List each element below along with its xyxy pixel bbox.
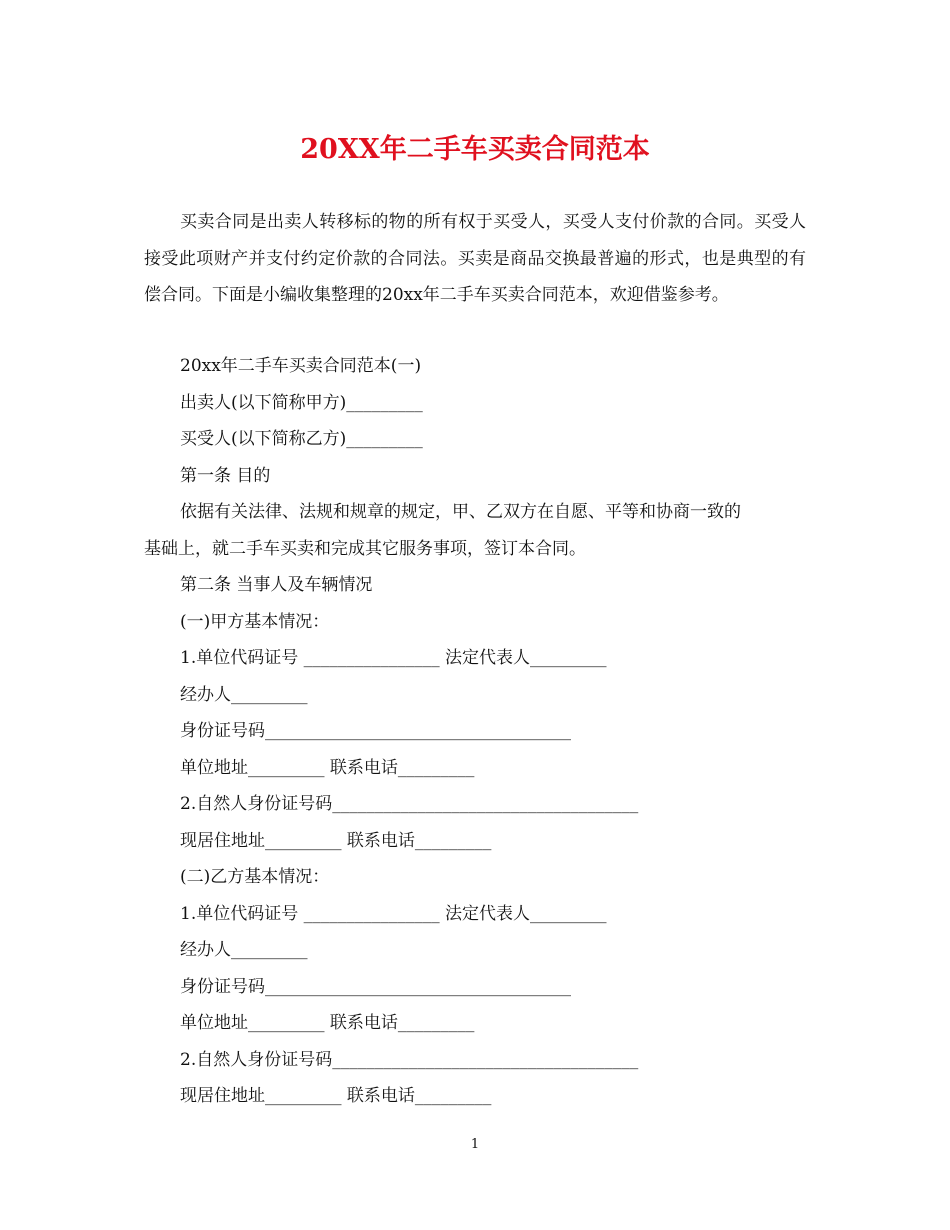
contract-body	[0, 348, 950, 1115]
article-one-text-line-2: 基础上，就二手车买卖和完成其它服务事项，签订本合同。	[144, 538, 586, 559]
party-a-id-line: 身份证号码____________________________________	[180, 721, 571, 741]
party-a-agent-line: 经办人_________	[180, 684, 308, 705]
party-b-org-code-line: 1.单位代码证号 ________________ 法定代表人_________	[180, 903, 607, 924]
buyer-line: 买受人(以下简称乙方)_________	[180, 429, 423, 449]
party-a-org-code-line: 1.单位代码证号 ________________ 法定代表人_________	[180, 648, 607, 668]
party-a-residence-line: 现居住地址_________ 联系电话_________	[180, 830, 492, 851]
section-heading-contract-one: 20xx年二手车买卖合同范本(一)	[180, 356, 422, 376]
article-one-text-line-1: 依据有关法律、法规和规章的规定，甲、乙双方在自愿、平等和协商一致的	[180, 502, 741, 522]
party-b-person-id-line: 2.自然人身份证号码____________________________________	[180, 1049, 639, 1070]
article-one-heading: 第一条 目的	[180, 465, 271, 486]
article-two-heading: 第二条 当事人及车辆情况	[180, 575, 373, 595]
party-b-id-line: 身份证号码____________________________________	[180, 976, 571, 997]
party-b-agent-line: 经办人_________	[180, 940, 308, 960]
intro-paragraph: 买卖合同是出卖人转移标的物的所有权于买受人，买受人支付价款的合同。买受人接受此项财产并支付约定价款的合同法。买卖是商品交换最普遍的形式，也是典型的有偿合同。下面是小编收集整理的20xx年二手车买卖合同范本，欢迎借鉴参考。	[144, 212, 806, 305]
party-a-address-line: 单位地址_________ 联系电话_________	[180, 757, 475, 778]
party-b-residence-line: 现居住地址_________ 联系电话_________	[180, 1086, 492, 1106]
party-a-heading: (一)甲方基本情况：	[180, 611, 330, 632]
page-number: 1	[470, 1137, 480, 1152]
seller-line: 出卖人(以下简称甲方)_________	[180, 392, 423, 413]
party-b-heading: (二)乙方基本情况：	[180, 867, 330, 887]
document-title: 20XX年二手车买卖合同范本	[300, 134, 650, 165]
party-b-address-line: 单位地址_________ 联系电话_________	[180, 1013, 475, 1033]
party-a-person-id-line: 2.自然人身份证号码____________________________________	[180, 794, 639, 814]
